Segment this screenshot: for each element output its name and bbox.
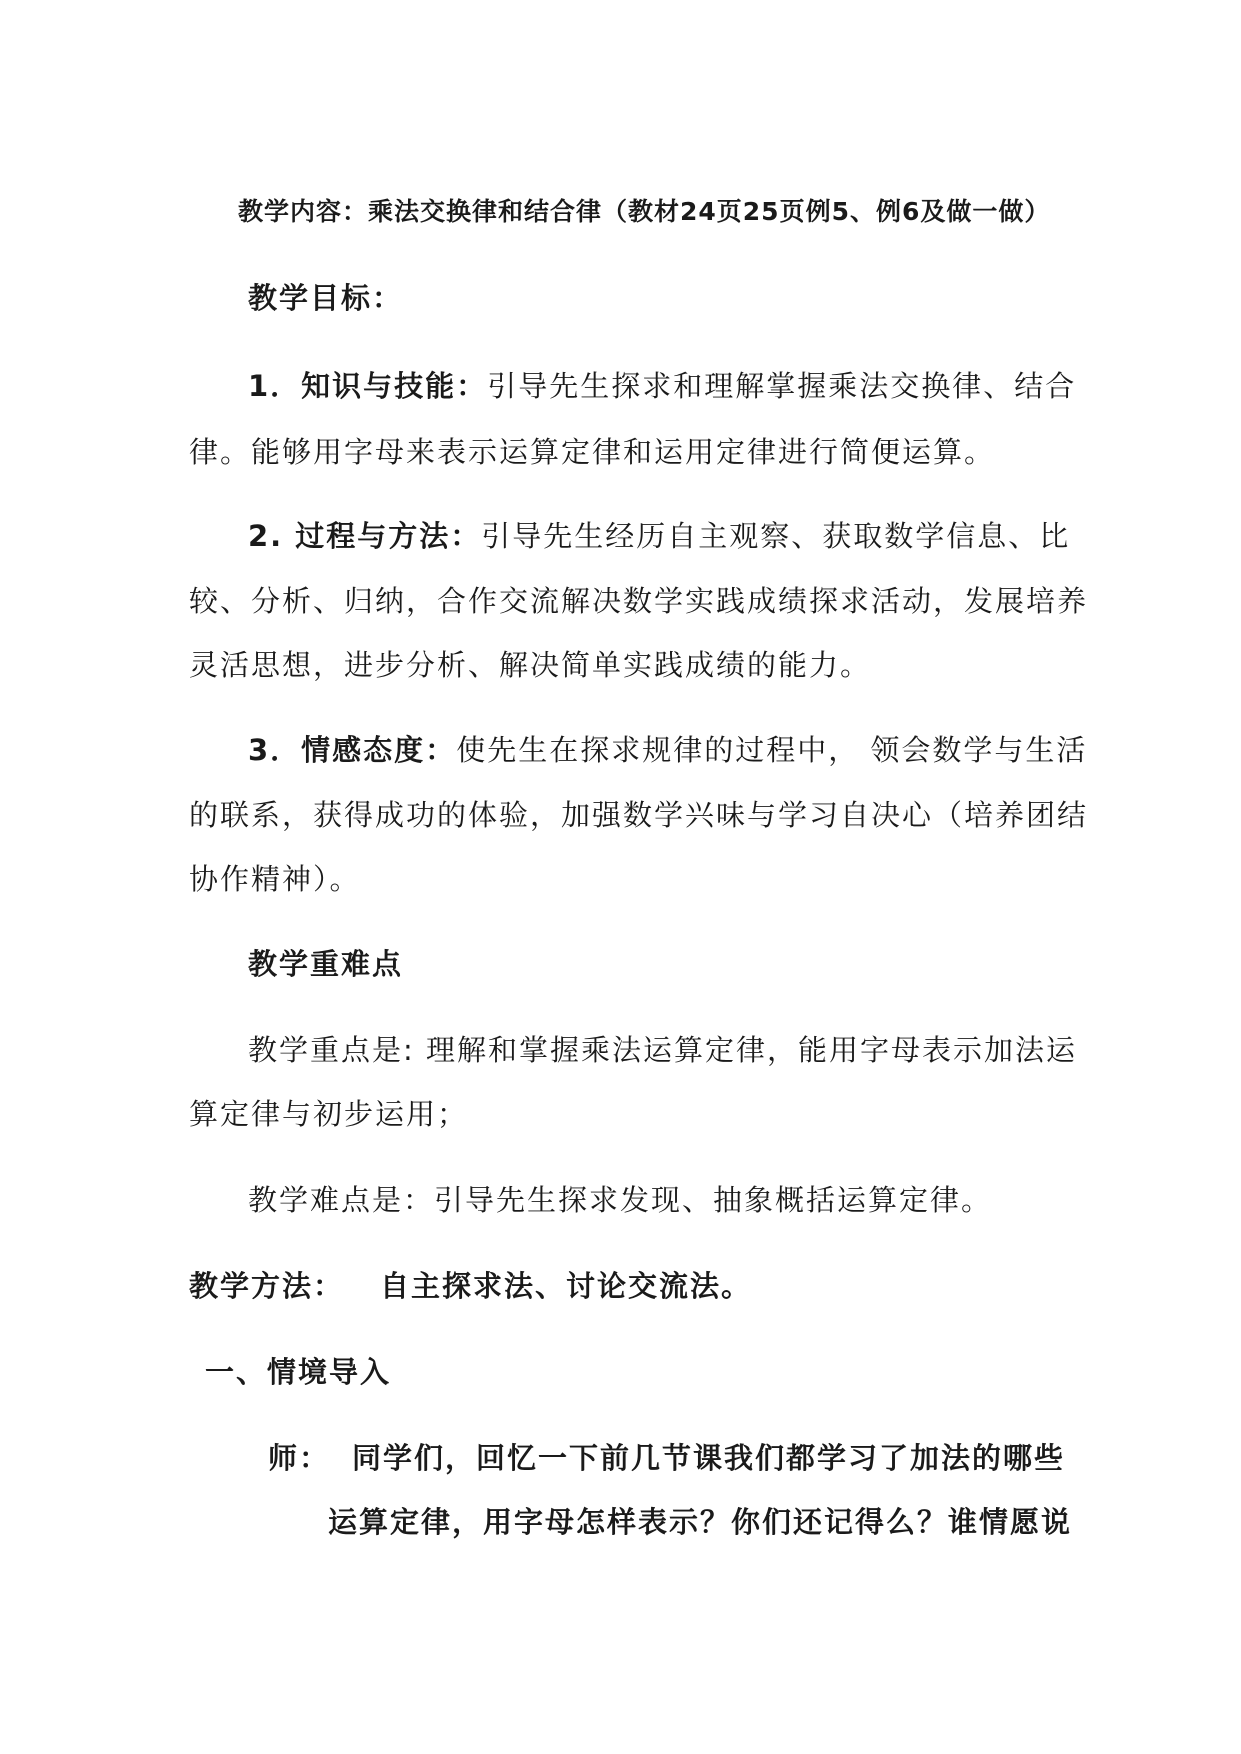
- objective-2-text: 引导先生经历自主观察、获取数学信息、比: [481, 519, 1071, 553]
- objectives-heading: 教学目标：: [248, 281, 404, 315]
- keypoint-line-1: 教学重点是: 理解和掌握乘法运算定律，能用字母表示加法运: [248, 1033, 1077, 1067]
- objective-2-label: 2. 过程与方法：: [248, 519, 482, 553]
- objective-1-label: 1．知识与技能：: [248, 369, 488, 403]
- objective-1-text: 引导先生探求和理解掌握乘法交换律、结合: [487, 369, 1077, 403]
- keypoint-line-2: 算定律与初步运用；: [189, 1097, 469, 1131]
- section-1-heading: 一、情境导入: [205, 1355, 392, 1389]
- lesson-title: 教学内容：乘法交换律和结合律（教材24页25页例5、例6及做一做）: [238, 197, 1051, 226]
- method-text: 自主探求法、讨论交流法。: [380, 1269, 753, 1303]
- keypoints-heading: 教学重难点: [248, 947, 404, 981]
- objective-3-line-2: 的联系，获得成功的体验，加强数学兴味与学习自决心（培养团结: [189, 798, 1089, 832]
- objective-2-line-3: 灵活思想，进步分析、解决简单实践成绩的能力。: [189, 648, 872, 682]
- method-line: [189, 1266, 752, 1306]
- objective-3-line-3: 协作精神）。: [189, 862, 361, 896]
- teacher-line-1: [268, 1438, 1065, 1478]
- method-label: 教学方法：: [189, 1269, 345, 1303]
- difficulty-line: 教学难点是：引导先生探求发现、抽象概括运算定律。: [248, 1183, 993, 1217]
- objective-1-line-1: [248, 366, 1076, 406]
- objective-3-label: 3．情感态度：: [248, 733, 457, 767]
- objective-2-line-1: [248, 516, 1070, 556]
- teacher-label: 师：: [268, 1441, 331, 1475]
- teacher-line-2: 运算定律，用字母怎样表示？你们还记得么？谁情愿说: [328, 1505, 1073, 1539]
- objective-3-text: 使先生在探求规律的过程中， 领会数学与生活: [456, 733, 1088, 767]
- objective-3-line-1: [248, 730, 1087, 770]
- objective-2-line-2: 较、分析、归纳，合作交流解决数学实践成绩探求活动，发展培养: [189, 584, 1089, 618]
- teacher-text-1: 同学们，回忆一下前几节课我们都学习了加法的哪些: [352, 1441, 1066, 1475]
- objective-1-line-2: 律。能够用字母来表示运算定律和运用定律进行简便运算。: [189, 435, 996, 469]
